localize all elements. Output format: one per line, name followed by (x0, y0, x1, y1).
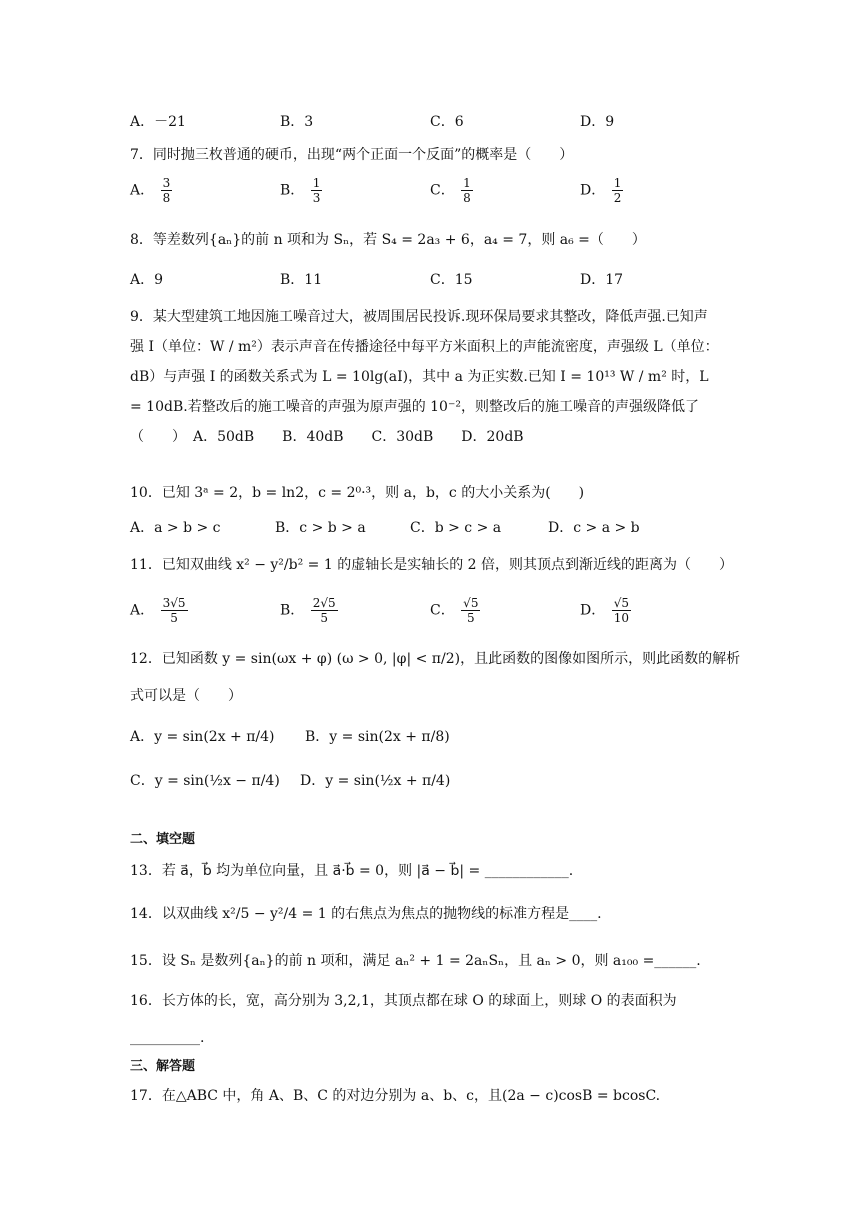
q7-option-d (580, 176, 625, 205)
q7-c-num: 1 (463, 176, 471, 190)
q10-stem: 10．已知 3ᵃ = 2，b = ln2，c = 2⁰·³，则 a，b，c 的大小关系为( ) (130, 485, 585, 501)
q7-d-num: 1 (613, 176, 622, 190)
q7-option-b-label: B． (280, 182, 305, 199)
q11-option-d (580, 596, 633, 625)
q15-text: 15．设 Sₙ 是数列{aₙ}的前 n 项和，满足 aₙ² + 1 = 2aₙSₙ，且 aₙ > 0，则 a₁₀₀ =______. (130, 953, 701, 969)
q7-a-num: 3 (162, 176, 171, 190)
q9-text: 9．某大型建筑工地因施工噪音过大，被周围居民投诉.现环保局要求其整改，降低声强.已知声强 I（单位：W / m²）表示声音在传播途径中每平方米面积上的声能流密度，声强级 L（单位：dB）与声强 I 的函数关系式为 L = 10lg(aI)，其中 a 为正实数.已知 I = 10¹³ W / m² 时，L = 10dB.若整改后的施工噪音的声强为原声强的 10⁻²，则整改后的施工噪音的声强级降低了（ ） A．50dB B．40dB C．30dB D．20dB (130, 309, 719, 445)
q11-option-d-label: D． (580, 602, 606, 619)
q7-option-b (280, 176, 324, 205)
q11-option-c (430, 596, 482, 625)
section-answer-heading: 三、解答题 (130, 1059, 196, 1074)
q10-option-a: A．a > b > c (130, 520, 221, 536)
q7-option-c-fraction (461, 176, 473, 205)
q7-b-den: 3 (312, 191, 321, 205)
q11-option-c-fraction (461, 596, 480, 625)
q11-stem: 11．已知双曲线 x² − y²/b² = 1 的虚轴长是实轴长的 2 倍，则其顶点到渐近线的距离为（ ） (130, 557, 734, 573)
q17-text: 17．在△ABC 中，角 A、B、C 的对边分别为 a、b、c，且(2a − c)cosB = bcosC. (130, 1088, 661, 1104)
q11-b-num: 2√5 (312, 596, 336, 610)
q6-option-c: C．6 (430, 114, 464, 130)
q8-option-a: A．9 (130, 272, 164, 288)
q12-option-c: C．y = sin(½x − π/4) (130, 773, 280, 789)
q7-a-den: 8 (162, 191, 171, 205)
q11-d-den: 10 (613, 611, 629, 625)
q7-option-a-fraction (161, 176, 173, 205)
q8-option-b: B．11 (280, 272, 323, 288)
q14-text: 14．以双曲线 x²/5 − y²/4 = 1 的右焦点为焦点的抛物线的标准方程是____. (130, 906, 602, 922)
q11-b-den: 5 (320, 611, 329, 625)
q8-option-d: D．17 (580, 272, 624, 288)
q11-option-a-label: A． (130, 602, 155, 619)
q12-option-d: D．y = sin(½x + π/4) (300, 773, 451, 789)
q11-option-b-label: B． (280, 602, 305, 619)
q6-option-a: A．－21 (130, 114, 186, 130)
q12-stem-line1: 12．已知函数 y = sin(ωx + φ) (ω > 0, |φ| < π/2)，且此函数的图像如图所示，则此函数的解析 (130, 651, 741, 667)
q16-line1: 16．长方体的长，宽，高分别为 3,2,1，其顶点都在球 O 的球面上，则球 O 的表面积为 (130, 993, 677, 1009)
q13-text: 13．若 a⃗，b⃗ 均为单位向量，且 a⃗·b⃗ = 0，则 |a⃗ − b⃗| = ____________. (130, 863, 574, 879)
q12-stem-line2: 式可以是（ ） (130, 688, 242, 704)
q7-option-c-label: C． (430, 182, 455, 199)
q7-b-num: 1 (312, 176, 321, 190)
q8-option-c: C．15 (430, 272, 473, 288)
q10-option-b: B．c > b > a (275, 520, 366, 536)
q11-c-den: 5 (466, 611, 475, 625)
q7-option-d-fraction (612, 176, 624, 205)
q7-option-c (430, 176, 475, 205)
q6-option-b: B．3 (280, 114, 314, 130)
q11-option-a-fraction (161, 596, 188, 625)
q16-line2: __________. (130, 1030, 205, 1046)
q8-stem: 8．等差数列{aₙ}的前 n 项和为 Sₙ，若 S₄ = 2a₃ + 6，a₄ = 7，则 a₆ =（ ） (130, 232, 646, 248)
q12-option-b: B．y = sin(2x + π/8) (305, 729, 450, 745)
q11-option-d-fraction (612, 596, 631, 625)
q10-option-c: C．b > c > a (410, 520, 502, 536)
q7-option-a-label: A． (130, 182, 155, 199)
q11-c-num: √5 (463, 596, 479, 610)
q7-d-den: 2 (613, 191, 622, 205)
q11-a-den: 5 (170, 611, 178, 625)
q11-option-b (280, 596, 340, 625)
q11-d-num: √5 (613, 596, 629, 610)
q7-option-b-fraction (311, 176, 323, 205)
q7-option-a (130, 176, 174, 205)
q7-stem: 7．同时抛三枚普通的硬币，出现“两个正面一个反面”的概率是（ ） (130, 147, 574, 163)
q11-option-b-fraction (311, 596, 338, 625)
q11-option-c-label: C． (430, 602, 455, 619)
q6-option-d: D．9 (580, 114, 615, 130)
q11-a-num: 3√5 (162, 596, 186, 610)
q10-option-d: D．c > a > b (548, 520, 640, 536)
section-fill-in-heading: 二、填空题 (130, 832, 196, 847)
q12-option-a: A．y = sin(2x + π/4) (130, 729, 275, 745)
q11-option-a (130, 596, 190, 625)
q7-c-den: 8 (463, 191, 471, 205)
q7-option-d-label: D． (580, 182, 606, 199)
